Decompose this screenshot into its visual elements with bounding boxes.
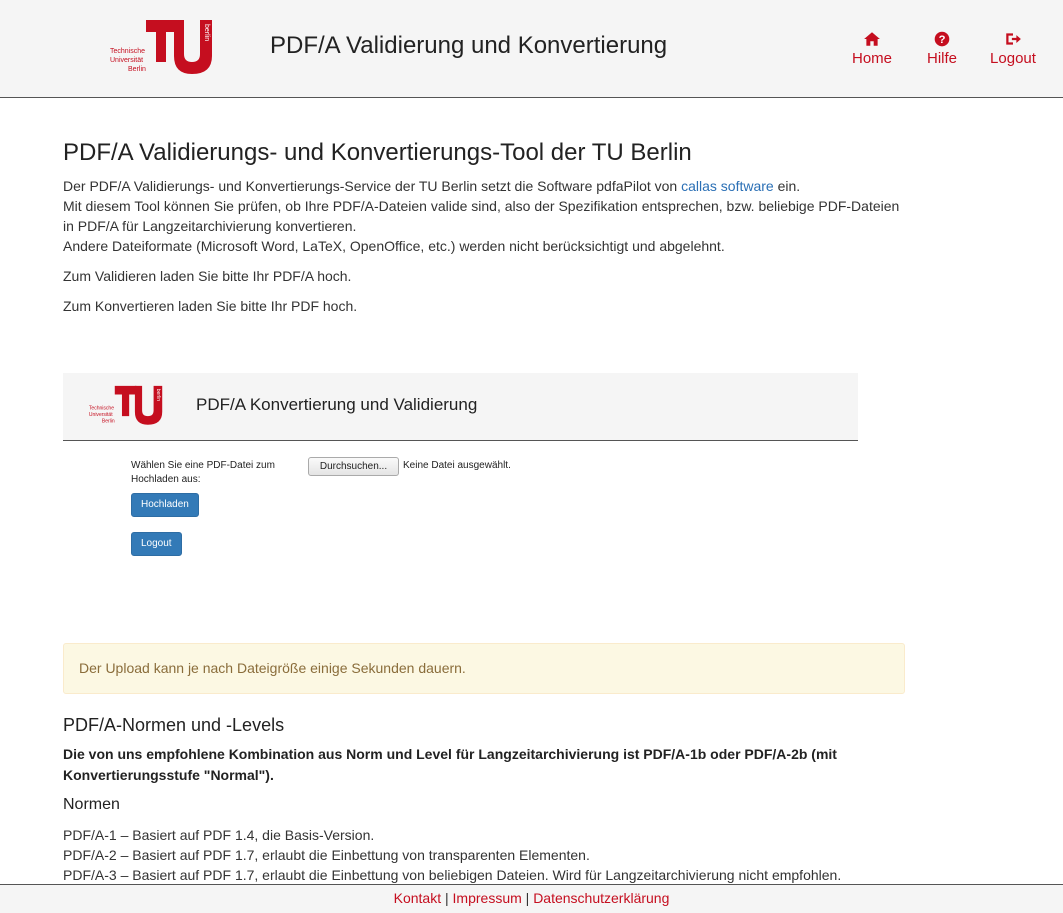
- validate-text: Zum Validieren laden Sie bitte Ihr PDF/A hoch.: [63, 268, 352, 284]
- no-file-text: Keine Datei ausgewählt.: [403, 460, 511, 471]
- norms-subtitle: Normen: [63, 796, 120, 813]
- footer-separator: |: [441, 890, 453, 906]
- home-icon: [863, 30, 881, 48]
- upload-warning-alert: Der Upload kann je nach Dateigröße einige Sekunden dauern.: [63, 643, 905, 694]
- norm-item: PDF/A-3 – Basiert auf PDF 1.7, erlaubt die Einbettung von beliebigen Dateien. Wird für Langzeitarchivierung nicht empfohlen.: [63, 867, 842, 883]
- site-footer: [0, 884, 1063, 913]
- nav-help-label: Hilfe: [926, 50, 957, 67]
- site-header: [0, 0, 1063, 98]
- callas-software-link[interactable]: callas software: [681, 178, 774, 194]
- intro-text: [63, 176, 905, 256]
- tu-berlin-logo-small: [87, 383, 167, 429]
- footer-link-datenschutz[interactable]: Datenschutzerklärung: [533, 890, 670, 906]
- nav-logout[interactable]: [988, 30, 1038, 67]
- svg-text:Berlin: Berlin: [101, 418, 115, 425]
- browse-button: Durchsuchen...: [308, 457, 399, 476]
- footer-link-kontakt[interactable]: Kontakt: [393, 890, 442, 906]
- norms-list: [63, 825, 905, 885]
- upload-button: Hochladen: [131, 493, 199, 517]
- page-title: PDF/A Validierungs- und Konvertierungs-Tool der TU Berlin: [63, 139, 692, 166]
- logout-icon: [1004, 30, 1022, 48]
- intro-1-text: Der PDF/A Validierungs- und Konvertierungs-Service der TU Berlin setzt die Software pdfaPilot von: [63, 178, 682, 194]
- screenshot-title: PDF/A Konvertierung und Validierung: [196, 395, 478, 414]
- intro-3-text: Andere Dateiformate (Microsoft Word, LaTeX, OpenOffice, etc.) werden nicht berücksichtigt und abgelehnt.: [63, 238, 725, 254]
- svg-text:berlin: berlin: [155, 388, 162, 402]
- file-label: Wählen Sie eine PDF-Datei zum Hochladen aus:: [131, 460, 275, 485]
- svg-text:berlin: berlin: [203, 24, 210, 42]
- screenshot-logout-button: Logout: [131, 532, 182, 556]
- nav-help[interactable]: [922, 30, 962, 67]
- nav-home-label: Home: [851, 50, 892, 67]
- nav-logout-label: Logout: [990, 50, 1036, 67]
- svg-text:Technische: Technische: [110, 48, 146, 55]
- intro-1-tail: ein.: [773, 178, 801, 194]
- screenshot-header: [63, 373, 858, 441]
- recommendation-text: Die von uns empfohlene Kombination aus Norm und Level für Langzeitarchivierung ist PDF/A-1b oder PDF/A-2b (mit Konvertierungsstufe "Normal").: [63, 746, 837, 783]
- svg-text:?: ?: [938, 33, 946, 46]
- norm-item: PDF/A-2 – Basiert auf PDF 1.7, erlaubt die Einbettung von transparenten Elementen.: [63, 847, 590, 863]
- main-content: [63, 138, 905, 316]
- intro-2-text: Mit diesem Tool können Sie prüfen, ob Ihre PDF/A-Dateien valide sind, also der Spezifikation entsprechen, bzw. beliebige PDF-Dateien in PDF/A für Langzeitarchivierung konvertieren.: [63, 198, 900, 234]
- norm-item: PDF/A-1 – Basiert auf PDF 1.4, die Basis-Version.: [63, 827, 375, 843]
- convert-text: Zum Konvertieren laden Sie bitte Ihr PDF hoch.: [63, 298, 358, 314]
- nav-home[interactable]: [850, 30, 894, 67]
- embedded-screenshot: [63, 373, 858, 598]
- norms-section: [63, 713, 905, 885]
- site-title: PDF/A Validierung und Konvertierung: [270, 32, 668, 59]
- svg-text:Universität: Universität: [110, 57, 144, 64]
- footer-separator: |: [521, 890, 534, 906]
- footer-link-impressum[interactable]: Impressum: [452, 890, 522, 906]
- svg-text:Universität: Universität: [88, 412, 113, 419]
- svg-text:Technische: Technische: [88, 405, 114, 412]
- tu-berlin-logo[interactable]: [108, 16, 218, 80]
- norms-title: PDF/A-Normen und -Levels: [63, 715, 285, 735]
- question-circle-icon: [933, 30, 951, 48]
- svg-text:Berlin: Berlin: [128, 66, 146, 73]
